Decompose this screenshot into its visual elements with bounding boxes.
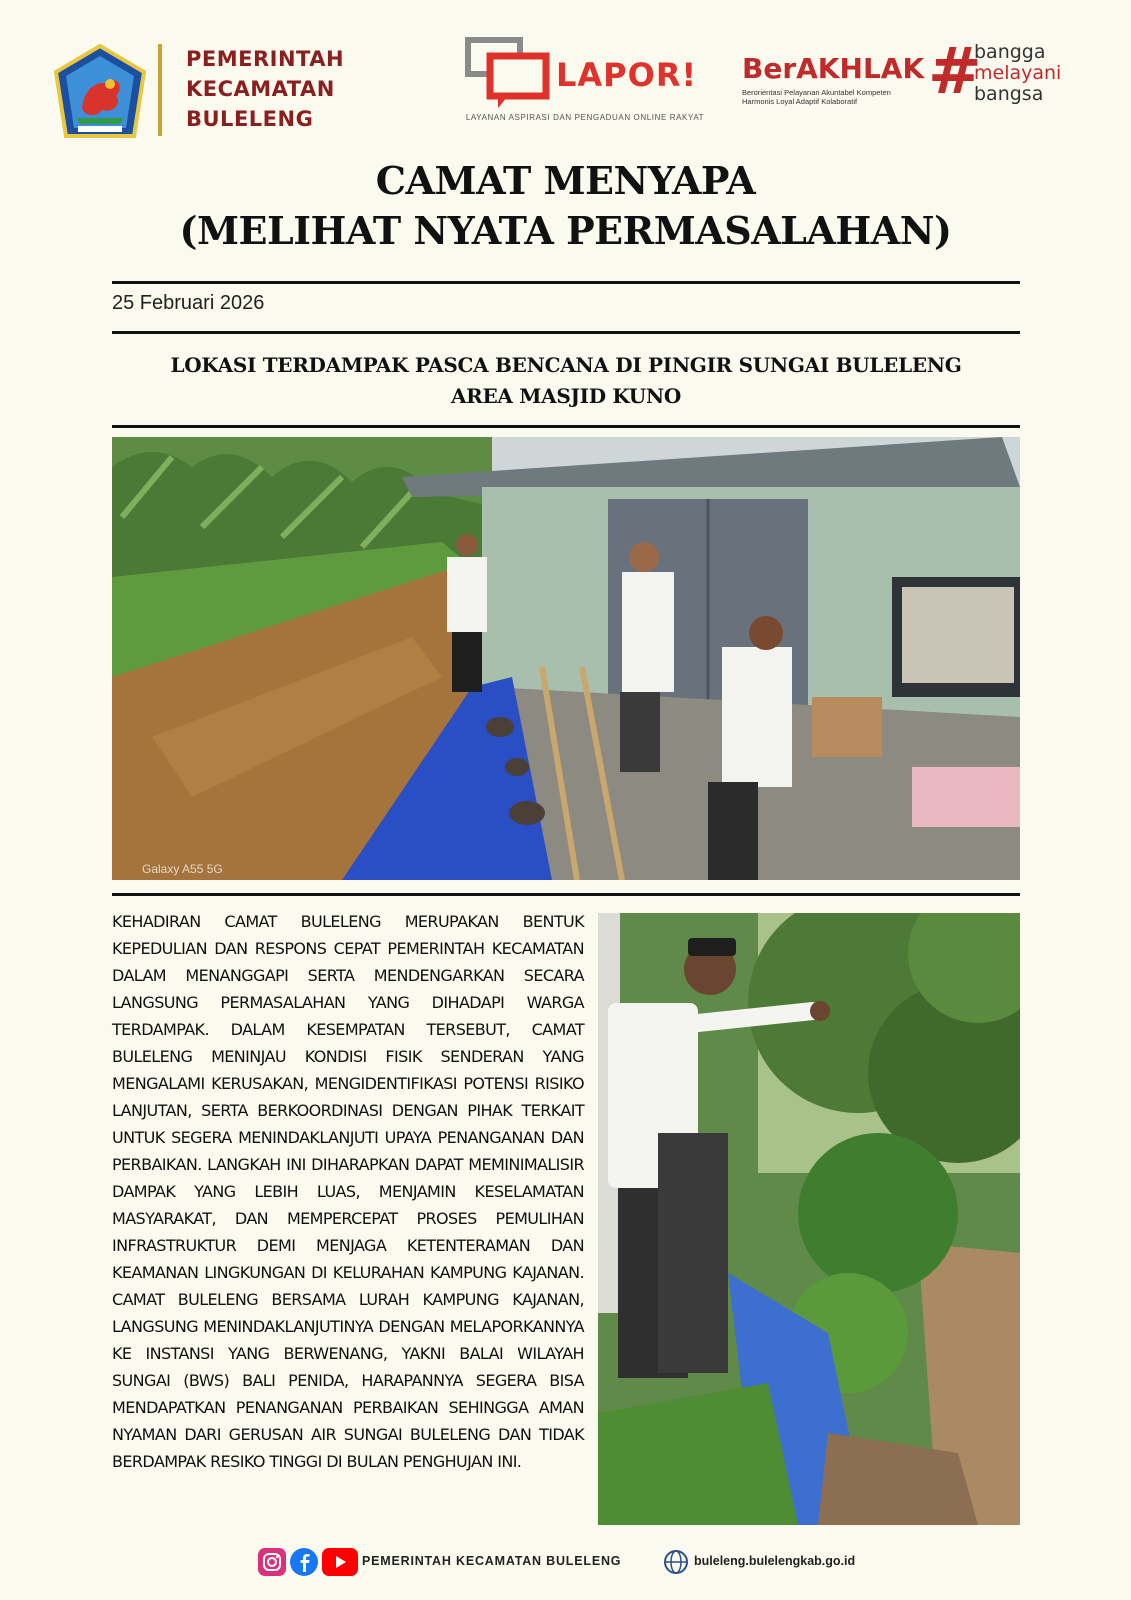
divider	[112, 281, 1020, 284]
camat-pointing-photo	[598, 913, 1020, 1525]
page-title: CAMAT MENYAPA	[375, 158, 756, 203]
government-name-line: PEMERINTAH	[186, 47, 345, 71]
hashtag-symbol: #	[928, 35, 982, 109]
camera-watermark: Galaxy A55 5G	[142, 862, 223, 876]
youtube-icon[interactable]	[322, 1548, 358, 1576]
publish-date: 25 Februari 2026	[112, 292, 265, 314]
divider	[112, 331, 1020, 334]
government-name	[186, 44, 376, 134]
berakhlak-wordmark: BerAKHLAK	[742, 52, 925, 85]
section-heading-line: LOKASI TERDAMPAK PASCA BENCANA DI PINGIR SUNGAI BULELENG	[170, 353, 962, 377]
footer	[0, 1548, 1131, 1582]
website-globe-icon[interactable]	[662, 1548, 690, 1576]
instagram-icon[interactable]	[258, 1548, 286, 1576]
berakhlak-tagline	[742, 88, 922, 106]
berakhlak-tagline-line: Harmonis Loyal Adaptif Kolaboratif	[742, 97, 858, 106]
instagram-glyph	[258, 1548, 286, 1576]
globe-glyph	[662, 1548, 690, 1576]
government-name-line: BULELENG	[186, 107, 314, 131]
divider	[112, 425, 1020, 428]
riverbank-inspection-photo	[112, 437, 1020, 880]
section-heading	[112, 350, 1020, 412]
facebook-icon[interactable]	[290, 1548, 318, 1576]
facebook-glyph	[290, 1548, 318, 1576]
bangga-line: melayani	[974, 62, 1062, 84]
riverbank-photo-illustration	[112, 437, 1020, 880]
page-title-subline: (MELIHAT NYATA PERMASALAHAN)	[179, 208, 952, 253]
bangga-line: bangsa	[974, 83, 1044, 105]
camat-photo-illustration	[598, 913, 1020, 1525]
header-divider	[158, 44, 162, 136]
website-url[interactable]: buleleng.bulelengkab.go.id	[694, 1554, 856, 1568]
bangga-melayani-bangsa	[974, 42, 1094, 105]
lapor-wordmark: LAPOR!	[556, 56, 698, 94]
kecamatan-emblem-logo	[52, 44, 148, 140]
divider	[112, 893, 1020, 896]
footer-organization: PEMERINTAH KECAMATAN BULELENG	[362, 1554, 622, 1568]
section-heading-line: AREA MASJID KUNO	[450, 384, 682, 408]
article-body: KEHADIRAN CAMAT BULELENG MERUPAKAN BENTUK KEPEDULIAN DAN RESPONS CEPAT PEMERINTAH KECAMATAN DALAM MENANGGAPI SERTA MENDENGARKAN SECARA LANGSUNG PERMASALAHAN YANG DIHADAPI WARGA TERDAMPAK. DALAM KESEMPATAN TERSEBUT, CAMAT BULELENG MENINJAU KONDISI FISIK SENDERAN YANG MENGALAMI KERUSAKAN, MENGIDENTIFIKASI POTENSI RISIKO LANJUTAN, SERTA BERKOORDINASI DENGAN PIHAK TERKAIT UNTUK SEGERA MENINDAKLANJUTI UPAYA PENANGANAN DAN PERBAIKAN. LANGKAH INI DIHARAPKAN DAPAT MEMINIMALISIR DAMPAK YANG LEBIH LUAS, MENJAMIN KESELAMATAN MASYARAKAT, DAN MEMPERCEPAT PROSES PEMULIHAN INFRASTRUKTUR DEMI MENJAGA KETENTERAMAN DAN KEAMANAN LINGKUNGAN DI KELURAHAN KAMPUNG KAJANAN. CAMAT BULELENG BERSAMA LURAH KAMPUNG KAJANAN, LANGSUNG MENINDAKLANJUTINYA DENGAN MELAPORKANNYA KE INSTANSI YANG BERWENANG, YAKNI BALAI WILAYAH SUNGAI (BWS) BALI PENIDA, HARAPANNYA SEGERA BISA MENDAPATKAN PENANGANAN PERBAIKAN SEHINGGA AMAN NYAMAN DARI GERUSAN AIR SUNGAI BULELENG DAN TIDAK BERDAMPAK RESIKO TINGGI DI BULAN PENGHUJAN INI.	[112, 912, 584, 1471]
youtube-glyph	[322, 1548, 358, 1576]
government-name-line: KECAMATAN	[186, 77, 335, 101]
lapor-tagline: LAYANAN ASPIRASI DAN PENGADUAN ONLINE RAKYAT	[465, 113, 705, 122]
berakhlak-tagline-line: Berorientasi Pelayanan Akuntabel Kompeten	[742, 88, 891, 97]
bangga-line: bangga	[974, 41, 1046, 63]
